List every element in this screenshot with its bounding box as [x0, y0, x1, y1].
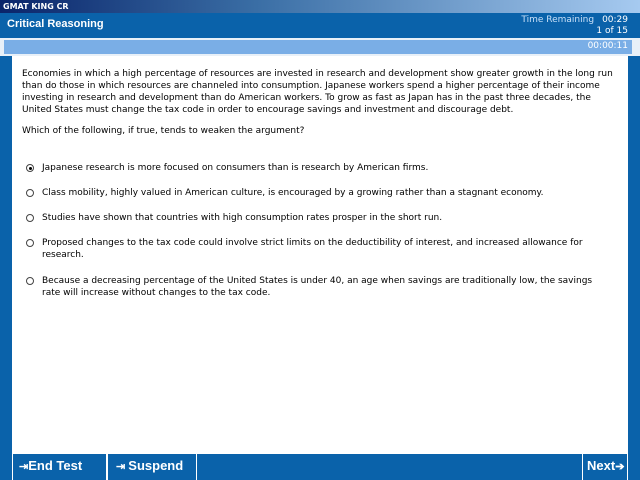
radio-button[interactable] — [26, 277, 34, 285]
time-remaining-value: 00:29 — [602, 15, 628, 25]
next-button[interactable] — [582, 454, 628, 480]
section-title: Critical Reasoning — [7, 18, 104, 30]
radio-button[interactable] — [26, 189, 34, 197]
next-label: Next — [587, 458, 616, 473]
sub-bar-inner — [4, 40, 632, 54]
arrow-right-icon: ➔ — [615, 461, 625, 473]
end-test-label: End Test — [28, 458, 83, 473]
radio-button[interactable] — [26, 214, 34, 222]
elapsed-clock: 00:00:11 — [587, 41, 628, 51]
question-progress: 1 of 15 — [596, 26, 628, 36]
suspend-button[interactable] — [107, 454, 197, 480]
footer-bar — [0, 454, 640, 480]
frame-right — [628, 56, 640, 454]
suspend-label: Suspend — [128, 458, 184, 473]
window-titlebar — [0, 0, 640, 13]
frame-left — [0, 56, 12, 454]
sub-bar — [0, 38, 640, 56]
radio-button-selected[interactable] — [26, 164, 34, 172]
answer-choice-text: Studies have shown that countries with high consumption rates prosper in the short run. — [42, 213, 443, 223]
passage-text: Economies in which a high percentage of resources are invested in research and development show greater growth in the long run than do those in which resources are channeled into consumption. Japanese workers spend a higher percentage of their income investing in research and development than do American workers. To grow as fast as Japan has in the past three decades, the United States must change the tax code in order to encourage savings and investment and discourage debt. — [22, 69, 613, 115]
answer-choice-text: Proposed changes to the tax code could involve strict limits on the deductibility of interest, and increased allowance for research. — [42, 238, 583, 260]
exit-icon: ⇥ — [19, 461, 29, 473]
radio-button[interactable] — [26, 239, 34, 247]
header-bar — [0, 13, 640, 38]
answer-choice-text: Japanese research is more focused on consumers than is research by American firms. — [42, 163, 429, 173]
pause-arrow-icon: ⇥ — [116, 461, 129, 473]
question-content — [12, 56, 628, 454]
answer-choice-text: Because a decreasing percentage of the United States is under 40, an age when savings are traditionally low, the savings rate will increase without changes to the tax code. — [42, 276, 593, 298]
time-remaining-label: Time Remaining — [521, 15, 595, 25]
window-title: GMAT KING CR — [3, 2, 69, 11]
end-test-button[interactable] — [12, 454, 107, 480]
question-stem: Which of the following, if true, tends to weaken the argument? — [22, 126, 305, 136]
timer-panel — [521, 15, 628, 37]
answer-choice-text: Class mobility, highly valued in American culture, is encouraged by a growing rather than a stagnant economy. — [42, 188, 544, 198]
